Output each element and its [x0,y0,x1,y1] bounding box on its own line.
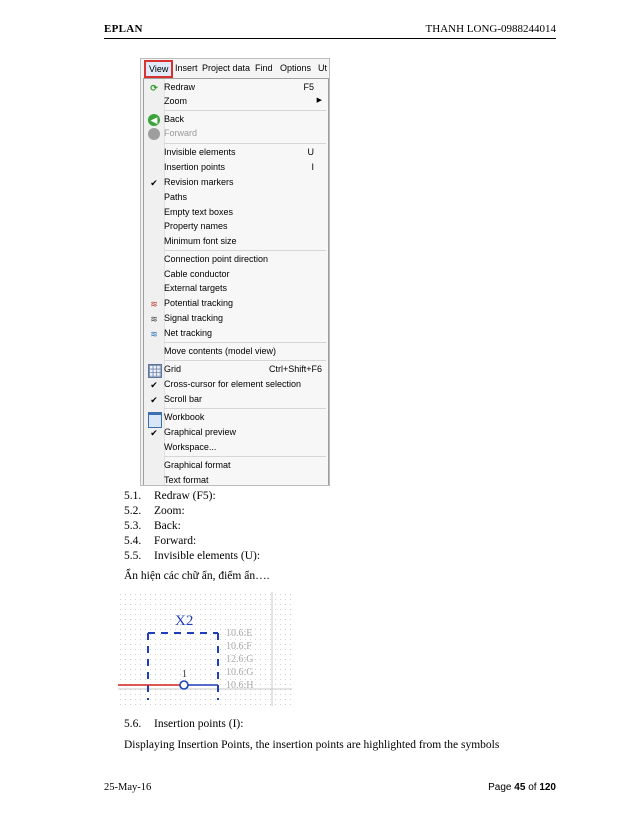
symbol-drawing [118,592,292,706]
menu-item-potential-tracking[interactable]: ≋ Potential tracking [164,297,328,311]
potential-tracking-icon: ≋ [150,299,158,309]
check-icon: ✔ [150,428,158,438]
workbook-icon [148,412,162,428]
cross-reference: 10.6:H [226,680,254,691]
menu-item-back[interactable]: ◀ Back [164,113,328,127]
view-dropdown [143,78,329,486]
grid-icon [148,364,162,378]
menubar-utilities[interactable]: Ut [318,63,327,73]
menu-item-move-contents[interactable]: Move contents (model view) [164,346,277,356]
check-icon: ✔ [150,178,158,188]
submenu-arrow-icon: ▶ [316,97,322,104]
menubar-options[interactable]: Options [280,63,312,73]
cross-reference: 10.6:G [226,667,254,678]
menu-item-signal-tracking[interactable]: ≋ Signal tracking [164,312,328,326]
device-tag: X2 [175,613,194,629]
menu-item-graphical-preview[interactable]: ✔ Graphical preview [164,426,328,440]
footer-date: 25-May-16 [104,782,152,793]
header-contact: THANH LONG-0988244014 [425,23,556,35]
menu-item-external-targets[interactable]: External targets [164,283,228,293]
menu-item-insertion-points[interactable]: Insertion points I [164,162,314,172]
check-icon: ✔ [150,380,158,390]
cross-reference: 10.6:E [226,628,253,639]
menu-item-empty-text-boxes[interactable]: Empty text boxes [164,207,234,217]
menu-item-graphical-format[interactable]: Graphical format [164,460,231,470]
paragraph-insertion-points: Displaying Insertion Points, the insertion points are highlighted from the symbols [124,739,500,751]
menu-item-text-format[interactable]: Text format [164,475,209,485]
connection-point [180,681,188,689]
page-number: Page 45 of 120 [488,782,556,793]
menu-item-zoom[interactable]: Zoom ▶ [164,96,322,106]
check-icon: ✔ [150,395,158,405]
menu-item-paths[interactable]: Paths [164,192,188,202]
paragraph-hidden-text: Ẩn hiện các chữ ẩn, điểm ẩn…. [124,570,270,582]
net-tracking-icon: ≋ [150,329,158,339]
pin-label: 1 [182,669,187,680]
menu-item-scroll-bar[interactable]: ✔ Scroll bar [164,393,328,407]
view-menu-screenshot [140,58,330,486]
menubar-find[interactable]: Find [255,63,273,73]
header-title: EPLAN [104,23,143,35]
menu-item-net-tracking[interactable]: ≋ Net tracking [164,327,328,341]
menu-item-invisible-elements[interactable]: Invisible elements U [164,147,314,157]
menu-item-cable-conductor[interactable]: Cable conductor [164,269,230,279]
cross-reference: 12.6:G [226,654,254,665]
page-header [104,22,556,39]
menu-item-grid[interactable]: Grid Ctrl+Shift+F6 [164,363,328,377]
redraw-icon: ⟳ [150,83,158,93]
menubar-project-data[interactable]: Project data [202,63,251,73]
menubar-insert[interactable]: Insert [175,63,198,73]
menu-item-workbook[interactable]: Workbook [164,411,328,425]
menubar [141,59,329,78]
menu-item-minimum-font-size[interactable]: Minimum font size [164,236,237,246]
back-icon: ◀ [148,114,160,126]
menubar-view[interactable]: View [144,60,173,78]
menu-item-revision-markers[interactable]: ✔ Revision markers [164,176,328,190]
menu-item-workspace[interactable]: Workspace... [164,442,217,452]
menu-item-forward[interactable]: Forward [164,127,328,141]
menu-item-cross-cursor[interactable]: ✔ Cross-cursor for element selection [164,378,328,392]
forward-icon [148,128,160,140]
cross-reference: 10.6:F [226,641,252,652]
menu-item-property-names[interactable]: Property names [164,221,228,231]
menu-item-connection-point-direction[interactable]: Connection point direction [164,254,269,264]
signal-tracking-icon: ≋ [150,314,158,324]
menu-item-redraw[interactable]: ⟳ Redraw F5 [164,81,328,95]
